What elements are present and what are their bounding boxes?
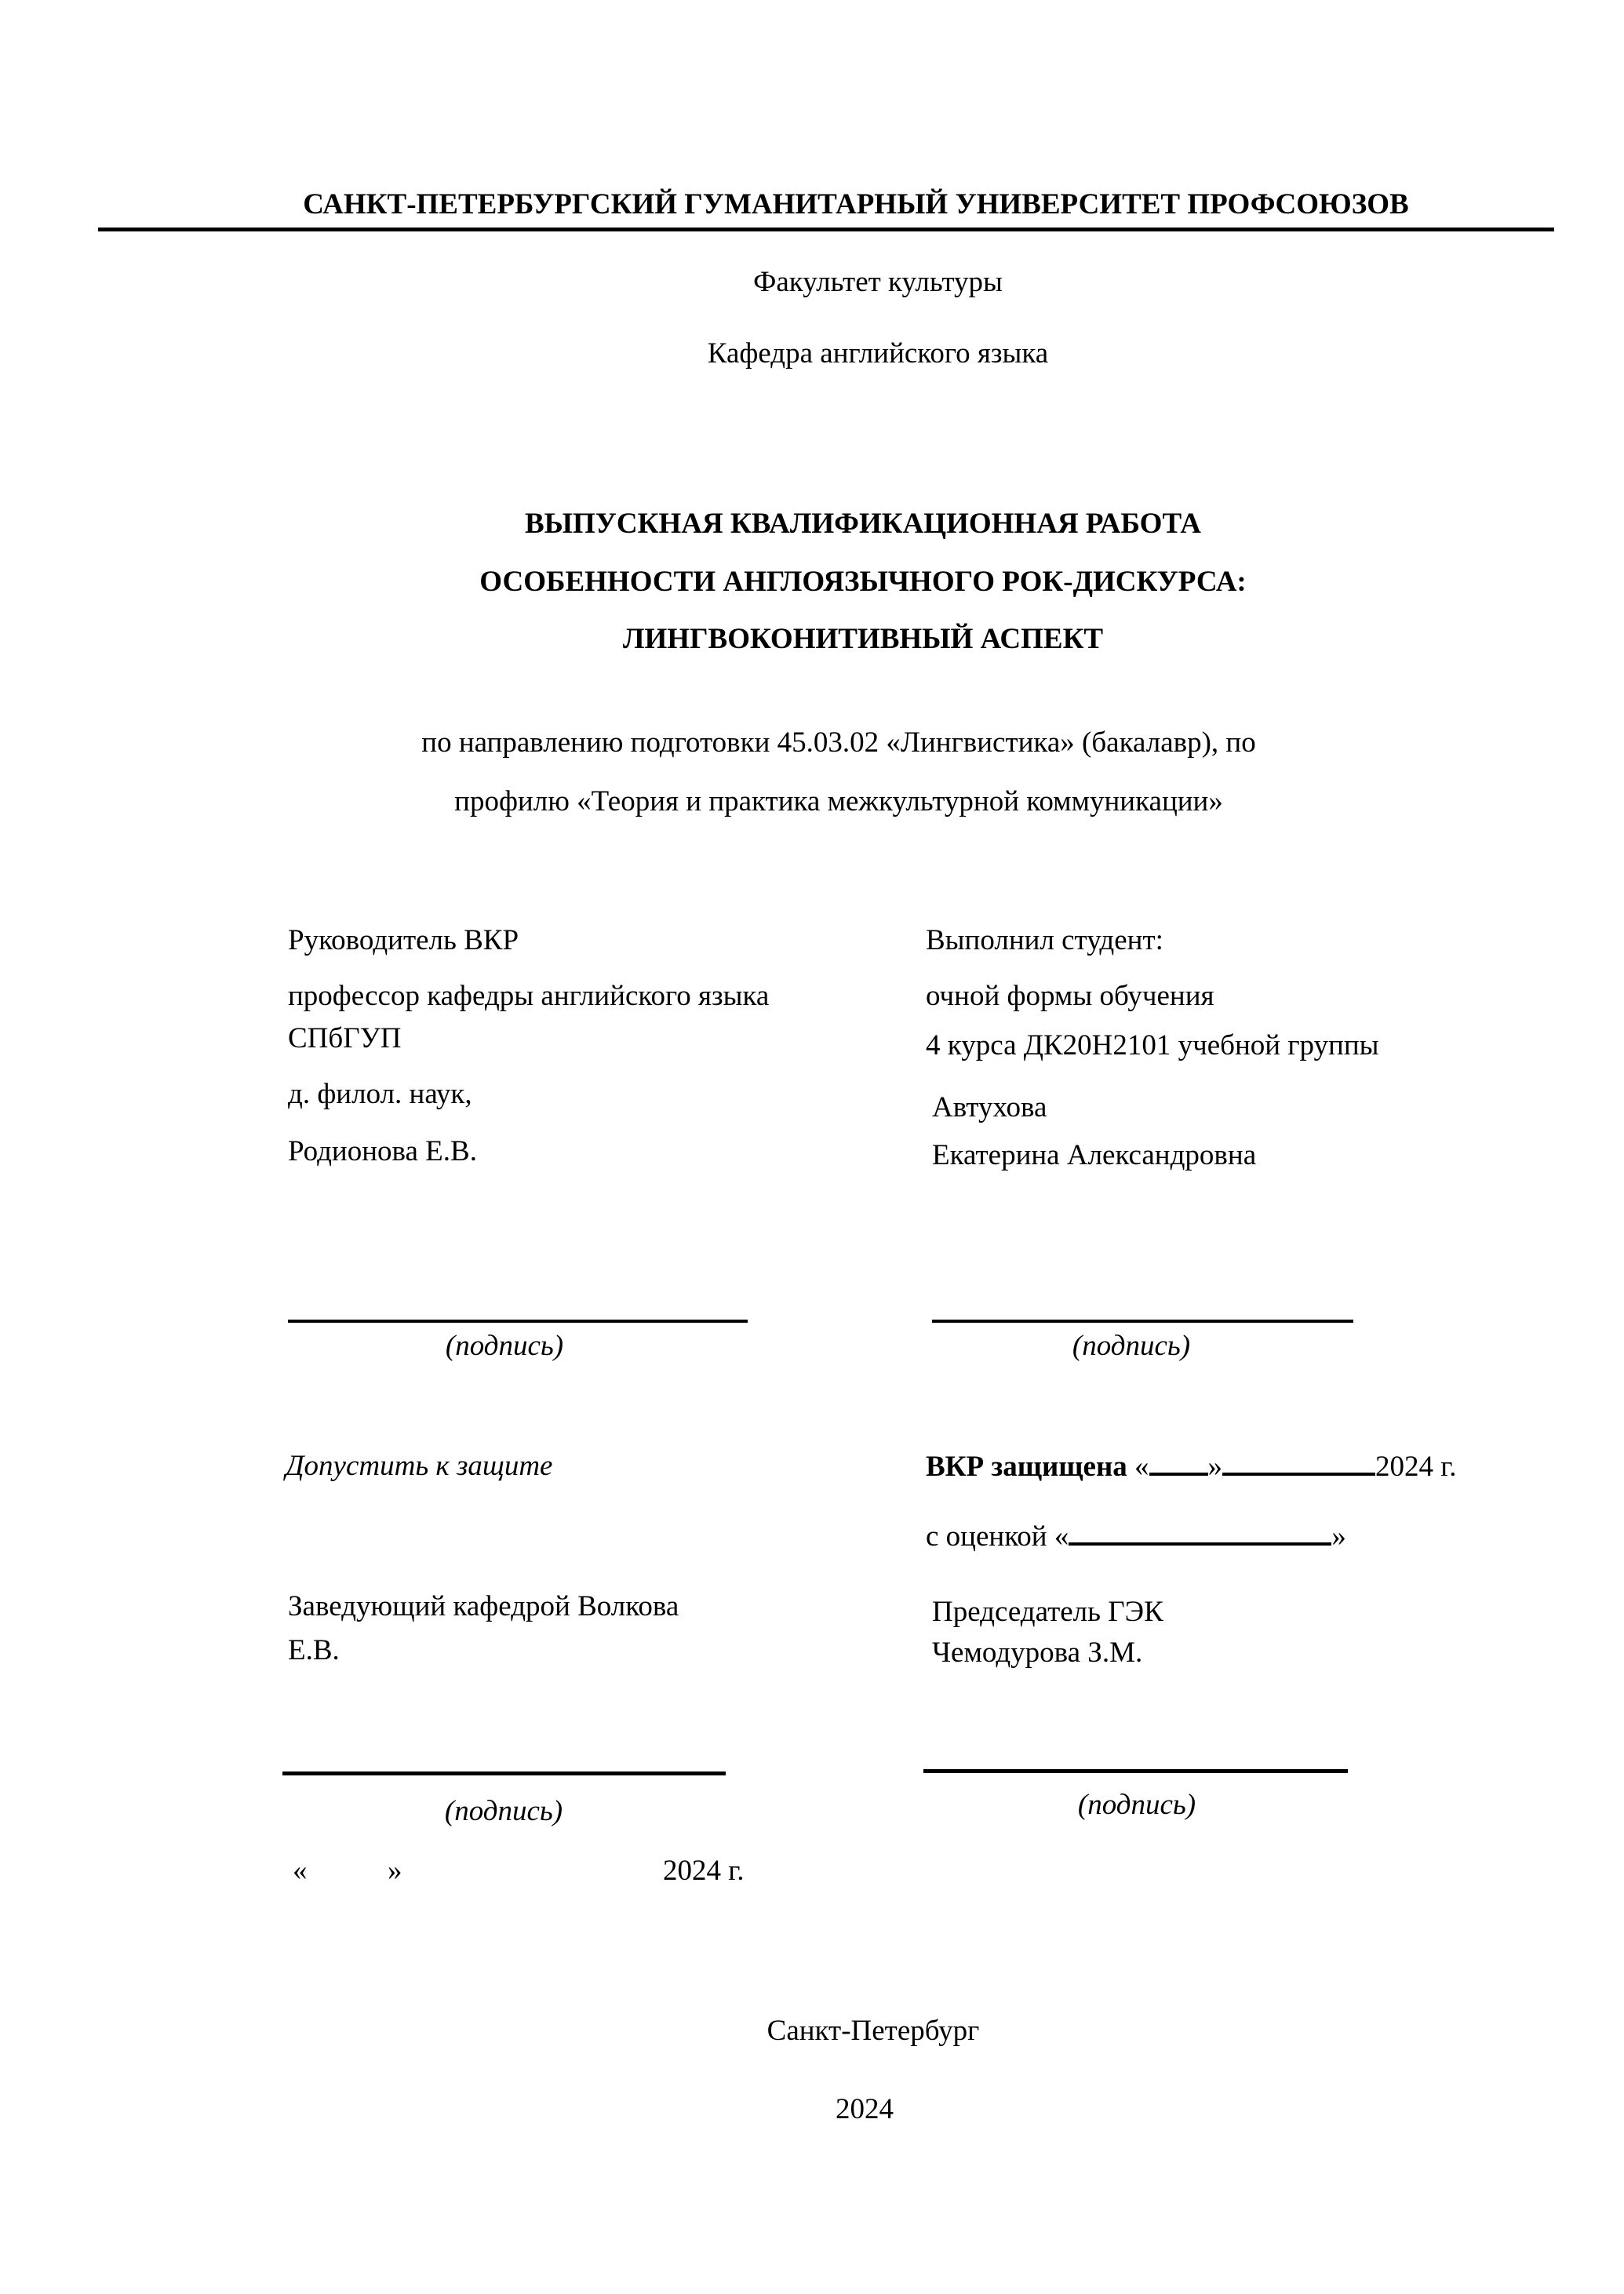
defense-open-quote: « <box>1134 1451 1149 1483</box>
grade-blank <box>1069 1519 1331 1546</box>
thesis-title-line1: ОСОБЕННОСТИ АНГЛОЯЗЫЧНОГО РОК-ДИСКУРСА: <box>479 566 1247 598</box>
supervisor-signature-line <box>288 1320 748 1323</box>
defense-year: 2024 г. <box>1375 1451 1457 1483</box>
student-signature-caption: (подпись) <box>1072 1330 1191 1362</box>
university-name: САНКТ-ПЕТЕРБУРГСКИЙ ГУМАНИТАРНЫЙ УНИВЕРСИТЕТ ПРОФСОЮЗОВ <box>303 188 1409 220</box>
student-form: очной формы обучения <box>926 980 1214 1012</box>
student-signature-line <box>932 1320 1353 1323</box>
department-head-initials: Е.В. <box>288 1634 340 1666</box>
work-type: ВЫПУСКНАЯ КВАЛИФИКАЦИОННАЯ РАБОТА <box>524 508 1202 540</box>
defense-line <box>926 1449 1457 1484</box>
admission-year: 2024 г. <box>663 1855 745 1887</box>
defense-label: ВКР защищена <box>926 1451 1127 1483</box>
chair-signature-line <box>923 1769 1348 1773</box>
city: Санкт-Петербург <box>766 2015 980 2047</box>
department: Кафедра английского языка <box>707 337 1049 370</box>
grade-line <box>926 1519 1346 1554</box>
thesis-title-line2: ЛИНГВОКОНИТИВНЫЙ АСПЕКТ <box>622 623 1104 655</box>
head-signature-caption: (подпись) <box>444 1795 563 1827</box>
grade-label: с оценкой « <box>926 1520 1069 1553</box>
student-given-names: Екатерина Александровна <box>932 1139 1257 1171</box>
date-close-quote: » <box>388 1855 402 1887</box>
chair-name: Чемодурова З.М. <box>932 1637 1143 1669</box>
chair-title: Председатель ГЭК <box>932 1596 1163 1628</box>
student-group: 4 курса ДК20Н2101 учебной группы <box>926 1029 1379 1061</box>
grade-close-quote: » <box>1331 1520 1346 1553</box>
supervisor-name: Родионова Е.В. <box>288 1135 477 1167</box>
supervisor-heading: Руководитель ВКР <box>288 924 519 956</box>
supervisor-degree: д. филол. наук, <box>288 1078 472 1110</box>
admission-label: Допустить к защите <box>286 1450 553 1482</box>
direction-line1: по направлению подготовки 45.03.02 «Лингвистика» (бакалавр), по <box>421 726 1256 759</box>
faculty: Факультет культуры <box>753 266 1003 298</box>
department-head: Заведующий кафедрой Волкова <box>288 1590 679 1622</box>
date-open-quote: « <box>293 1855 308 1887</box>
defense-month-blank <box>1222 1449 1375 1476</box>
supervisor-signature-caption: (подпись) <box>445 1330 564 1362</box>
supervisor-position: профессор кафедры английского языка <box>288 980 770 1012</box>
direction-line2: профилю «Теория и практика межкультурной коммуникации» <box>454 785 1223 817</box>
defense-day-blank <box>1149 1449 1208 1476</box>
supervisor-org: СПбГУП <box>288 1022 402 1054</box>
chair-signature-caption: (подпись) <box>1077 1789 1196 1821</box>
student-surname: Автухова <box>932 1091 1047 1123</box>
head-signature-line <box>282 1771 726 1775</box>
header-divider <box>98 228 1554 231</box>
student-heading: Выполнил студент: <box>926 924 1163 956</box>
defense-close-quote: » <box>1207 1451 1223 1483</box>
year: 2024 <box>836 2093 894 2125</box>
